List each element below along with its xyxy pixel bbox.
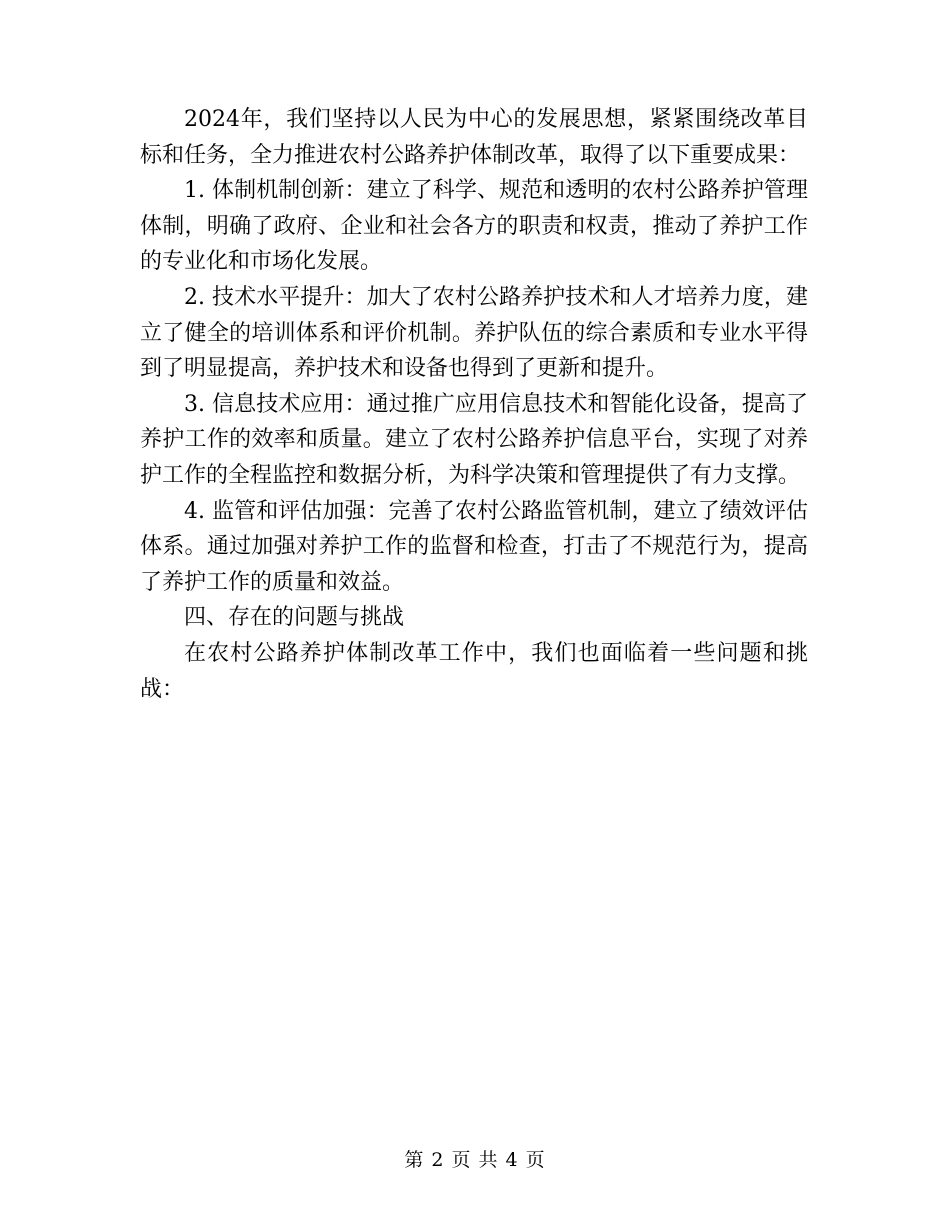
achievement-item-1: 1. 体制机制创新：建立了科学、规范和透明的农村公路养护管理体制，明确了政府、企业和社会各方的职责和权责，推动了养护工作的专业化和市场化发展。 — [140, 178, 808, 275]
page-number-footer: 第 2 页 共 4 页 — [404, 1149, 546, 1171]
achievement-item-2: 2. 技术水平提升：加大了农村公路养护技术和人才培养力度，建立了健全的培训体系和评价机制。养护队伍的综合素质和专业水平得到了明显提高，养护技术和设备也得到了更新和提升。 — [140, 284, 808, 382]
intro-paragraph: 2024年，我们坚持以人民为中心的发展思想，紧紧围绕改革目标和任务，全力推进农村公路养护体制改革，取得了以下重要成果： — [140, 107, 808, 168]
document-body — [140, 102, 808, 707]
achievement-item-3: 3. 信息技术应用：通过推广应用信息技术和智能化设备，提高了养护工作的效率和质量。建立了农村公路养护信息平台，实现了对养护工作的全程监控和数据分析，为科学决策和管理提供了有力支撑。 — [140, 391, 808, 488]
challenges-intro-paragraph: 在农村公路养护体制改革工作中，我们也面临着一些问题和挑战： — [140, 640, 808, 702]
achievement-item-4: 4. 监管和评估加强：完善了农村公路监管机制，建立了绩效评估体系。通过加强对养护工作的监督和检查，打击了不规范行为，提高了养护工作的质量和效益。 — [140, 498, 808, 595]
section-heading: 四、存在的问题与挑战 — [184, 605, 405, 631]
